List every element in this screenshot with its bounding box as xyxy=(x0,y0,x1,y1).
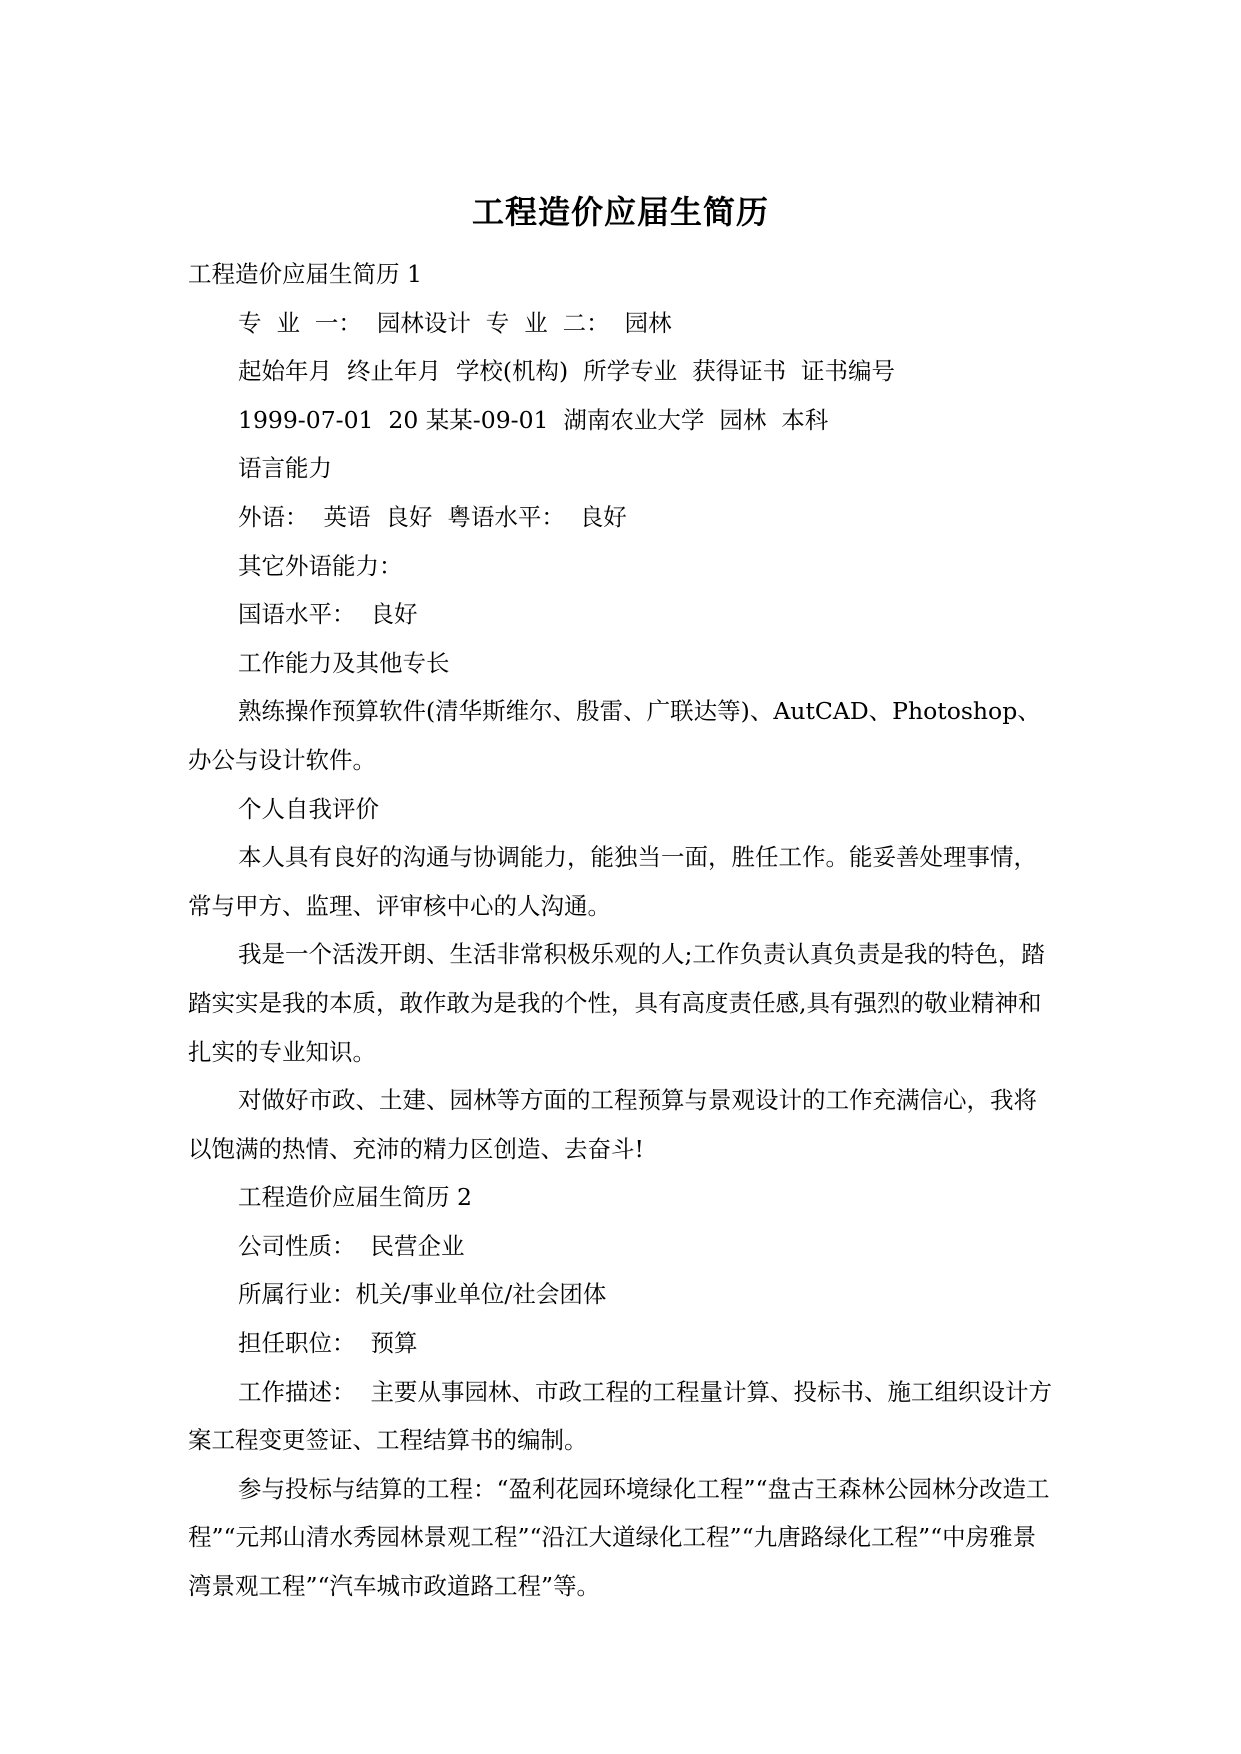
paragraph: 熟练操作预算软件(清华斯维尔、殷雷、广联达等)、AutCAD、Photoshop、办公与设计软件。 xyxy=(188,697,1041,774)
paragraph: 我是一个活泼开朗、生活非常积极乐观的人;工作负责认真负责是我的特色，踏踏实实是我的本质，敢作敢为是我的个性，具有高度责任感,具有强烈的敬业精神和扎实的专业知识。 xyxy=(188,940,1045,1066)
document-body xyxy=(188,250,1053,1611)
paragraph: 国语水平： 良好 xyxy=(238,600,418,629)
paragraph: 专 业 一： 园林设计 专 业 二： 园林 xyxy=(238,308,672,337)
paragraph: 工作描述： 主要从事园林、市政工程的工程量计算、投标书、施工组织设计方案工程变更签证、工程结算书的编制。 xyxy=(188,1377,1052,1455)
paragraph: 工程造价应届生简历 1 xyxy=(188,260,422,288)
paragraph: 1999-07-01 20 某某-09-01 湖南农业大学 园林 本科 xyxy=(238,405,829,434)
paragraph: 工作能力及其他专长 xyxy=(238,648,450,677)
document-title: 工程造价应届生简历 xyxy=(471,193,769,231)
paragraph: 外语： 英语 良好 粤语水平： 良好 xyxy=(238,502,627,531)
paragraph: 所属行业：机关/事业单位/社会团体 xyxy=(238,1280,607,1309)
paragraph: 工程造价应届生简历 2 xyxy=(238,1183,472,1212)
paragraph: 担任职位： 预算 xyxy=(238,1329,418,1358)
paragraph: 起始年月 终止年月 学校(机构) 所学专业 获得证书 证书编号 xyxy=(238,357,896,386)
paragraph: 其它外语能力： xyxy=(238,551,403,580)
paragraph: 参与投标与结算的工程：“盈利花园环境绿化工程”“盘古王森林公园林分改造工程”“元邦山清水秀园林景观工程”“沿江大道绿化工程”“九唐路绿化工程”“中房雅景湾景观工程”“汽车城市政道路工程”等。 xyxy=(188,1474,1050,1601)
paragraph: 语言能力 xyxy=(238,454,332,483)
paragraph: 对做好市政、土建、园林等方面的工程预算与景观设计的工作充满信心，我将以饱满的热情、充沛的精力区创造、去奋斗! xyxy=(188,1086,1037,1163)
paragraph: 个人自我评价 xyxy=(238,794,379,823)
paragraph: 公司性质： 民营企业 xyxy=(238,1231,465,1260)
paragraph: 本人具有良好的沟通与协调能力，能独当一面，胜任工作。能妥善处理事情，常与甲方、监理、评审核中心的人沟通。 xyxy=(188,843,1037,920)
